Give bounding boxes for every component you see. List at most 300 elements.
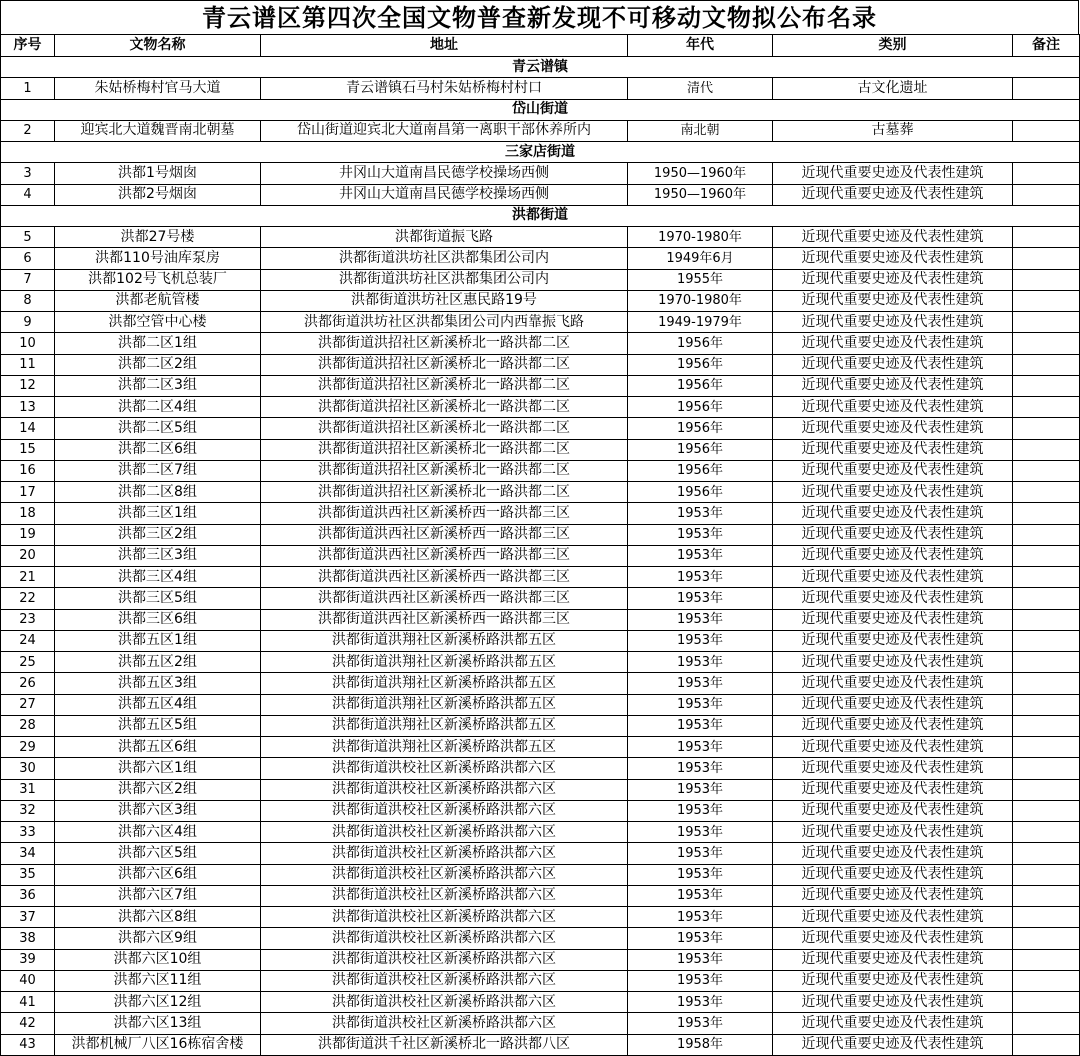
cell-category: 近现代重要史迹及代表性建筑 bbox=[773, 907, 1013, 928]
cell-remarks bbox=[1013, 248, 1080, 269]
cell-remarks bbox=[1013, 482, 1080, 503]
cell-no: 33 bbox=[1, 822, 55, 843]
table-row bbox=[1, 737, 1080, 758]
cell-no: 27 bbox=[1, 694, 55, 715]
cell-category: 近现代重要史迹及代表性建筑 bbox=[773, 737, 1013, 758]
cell-name: 洪都六区10组 bbox=[55, 949, 261, 970]
cell-address: 洪都街道洪翔社区新溪桥路洪都五区 bbox=[261, 737, 628, 758]
cell-remarks bbox=[1013, 609, 1080, 630]
cell-no: 7 bbox=[1, 269, 55, 290]
cell-category: 近现代重要史迹及代表性建筑 bbox=[773, 397, 1013, 418]
cell-address: 岱山街道迎宾北大道南昌第一离职干部休养所内 bbox=[261, 120, 628, 141]
cell-category: 近现代重要史迹及代表性建筑 bbox=[773, 779, 1013, 800]
cell-name: 洪都2号烟囱 bbox=[55, 184, 261, 205]
cell-era: 1953年 bbox=[628, 949, 773, 970]
table-row bbox=[1, 545, 1080, 566]
cell-category: 近现代重要史迹及代表性建筑 bbox=[773, 992, 1013, 1013]
table-row bbox=[1, 928, 1080, 949]
cell-category: 近现代重要史迹及代表性建筑 bbox=[773, 503, 1013, 524]
cell-name: 洪都27号楼 bbox=[55, 227, 261, 248]
table-row bbox=[1, 439, 1080, 460]
cell-address: 洪都街道洪招社区新溪桥北一路洪都二区 bbox=[261, 418, 628, 439]
table-row bbox=[1, 609, 1080, 630]
group-name: 岱山街道 bbox=[1, 99, 1080, 120]
cell-category: 近现代重要史迹及代表性建筑 bbox=[773, 333, 1013, 354]
cell-category: 近现代重要史迹及代表性建筑 bbox=[773, 290, 1013, 311]
cell-category: 古文化遗址 bbox=[773, 78, 1013, 99]
group-name: 青云谱镇 bbox=[1, 57, 1080, 78]
cell-address: 洪都街道洪翔社区新溪桥路洪都五区 bbox=[261, 673, 628, 694]
cell-remarks bbox=[1013, 78, 1080, 99]
cell-era: 南北朝 bbox=[628, 120, 773, 141]
cell-no: 37 bbox=[1, 907, 55, 928]
cell-name: 洪都五区5组 bbox=[55, 715, 261, 736]
cell-category: 近现代重要史迹及代表性建筑 bbox=[773, 800, 1013, 821]
cell-address: 青云谱镇石马村朱姑桥梅村村口 bbox=[261, 78, 628, 99]
group-name: 洪都街道 bbox=[1, 205, 1080, 226]
cell-era: 1953年 bbox=[628, 545, 773, 566]
cell-no: 32 bbox=[1, 800, 55, 821]
cell-era: 1953年 bbox=[628, 630, 773, 651]
cell-address: 洪都街道洪西社区新溪桥西一路洪都三区 bbox=[261, 503, 628, 524]
cell-no: 28 bbox=[1, 715, 55, 736]
cell-name: 洪都二区3组 bbox=[55, 375, 261, 396]
cell-no: 26 bbox=[1, 673, 55, 694]
cell-era: 1956年 bbox=[628, 333, 773, 354]
cell-address: 洪都街道洪校社区新溪桥路洪都六区 bbox=[261, 843, 628, 864]
cell-no: 9 bbox=[1, 312, 55, 333]
cell-era: 1956年 bbox=[628, 354, 773, 375]
cell-name: 洪都二区2组 bbox=[55, 354, 261, 375]
cell-era: 1949-1979年 bbox=[628, 312, 773, 333]
cell-no: 41 bbox=[1, 992, 55, 1013]
cell-no: 16 bbox=[1, 460, 55, 481]
table-row bbox=[1, 1013, 1080, 1034]
cell-category: 近现代重要史迹及代表性建筑 bbox=[773, 482, 1013, 503]
cell-no: 20 bbox=[1, 545, 55, 566]
cell-no: 42 bbox=[1, 1013, 55, 1034]
table-row bbox=[1, 333, 1080, 354]
cell-remarks bbox=[1013, 949, 1080, 970]
table-row bbox=[1, 375, 1080, 396]
cell-remarks bbox=[1013, 227, 1080, 248]
header-no: 序号 bbox=[1, 35, 55, 57]
cell-no: 14 bbox=[1, 418, 55, 439]
cell-category: 近现代重要史迹及代表性建筑 bbox=[773, 630, 1013, 651]
cell-address: 洪都街道洪坊社区洪都集团公司内 bbox=[261, 269, 628, 290]
cell-no: 29 bbox=[1, 737, 55, 758]
cell-category: 近现代重要史迹及代表性建筑 bbox=[773, 460, 1013, 481]
table-row bbox=[1, 269, 1080, 290]
cell-name: 洪都三区3组 bbox=[55, 545, 261, 566]
cell-category: 近现代重要史迹及代表性建筑 bbox=[773, 949, 1013, 970]
cell-name: 洪都三区6组 bbox=[55, 609, 261, 630]
cell-no: 35 bbox=[1, 864, 55, 885]
cell-address: 洪都街道振飞路 bbox=[261, 227, 628, 248]
cell-era: 1953年 bbox=[628, 1013, 773, 1034]
cell-address: 洪都街道洪校社区新溪桥路洪都六区 bbox=[261, 1013, 628, 1034]
cell-era: 1953年 bbox=[628, 737, 773, 758]
cell-no: 11 bbox=[1, 354, 55, 375]
table-row bbox=[1, 227, 1080, 248]
cell-era: 1953年 bbox=[628, 524, 773, 545]
cell-era: 1953年 bbox=[628, 588, 773, 609]
cell-name: 洪都110号油库泵房 bbox=[55, 248, 261, 269]
cell-no: 38 bbox=[1, 928, 55, 949]
cell-remarks bbox=[1013, 290, 1080, 311]
cell-remarks bbox=[1013, 928, 1080, 949]
cell-category: 近现代重要史迹及代表性建筑 bbox=[773, 524, 1013, 545]
table-row bbox=[1, 864, 1080, 885]
cell-no: 34 bbox=[1, 843, 55, 864]
cell-era: 1953年 bbox=[628, 567, 773, 588]
cell-name: 洪都五区3组 bbox=[55, 673, 261, 694]
table-row bbox=[1, 673, 1080, 694]
cell-category: 近现代重要史迹及代表性建筑 bbox=[773, 885, 1013, 906]
table-row bbox=[1, 970, 1080, 991]
table-row bbox=[1, 567, 1080, 588]
cell-era: 1953年 bbox=[628, 503, 773, 524]
cell-remarks bbox=[1013, 779, 1080, 800]
cell-no: 3 bbox=[1, 163, 55, 184]
cell-name: 洪都1号烟囱 bbox=[55, 163, 261, 184]
cell-category: 近现代重要史迹及代表性建筑 bbox=[773, 843, 1013, 864]
cell-no: 22 bbox=[1, 588, 55, 609]
table-row bbox=[1, 758, 1080, 779]
cell-era: 1956年 bbox=[628, 439, 773, 460]
cell-address: 洪都街道洪校社区新溪桥路洪都六区 bbox=[261, 758, 628, 779]
cell-no: 36 bbox=[1, 885, 55, 906]
cell-remarks bbox=[1013, 1013, 1080, 1034]
cell-name: 洪都六区5组 bbox=[55, 843, 261, 864]
cell-no: 30 bbox=[1, 758, 55, 779]
cell-no: 31 bbox=[1, 779, 55, 800]
table-row bbox=[1, 482, 1080, 503]
cell-remarks bbox=[1013, 588, 1080, 609]
cell-no: 5 bbox=[1, 227, 55, 248]
cell-remarks bbox=[1013, 864, 1080, 885]
cell-address: 洪都街道洪招社区新溪桥北一路洪都二区 bbox=[261, 460, 628, 481]
cell-address: 洪都街道洪坊社区惠民路19号 bbox=[261, 290, 628, 311]
cell-address: 洪都街道洪校社区新溪桥路洪都六区 bbox=[261, 800, 628, 821]
cell-no: 17 bbox=[1, 482, 55, 503]
cell-name: 洪都老航管楼 bbox=[55, 290, 261, 311]
cell-address: 洪都街道洪招社区新溪桥北一路洪都二区 bbox=[261, 333, 628, 354]
cell-era: 1956年 bbox=[628, 397, 773, 418]
cell-remarks bbox=[1013, 800, 1080, 821]
cell-era: 1953年 bbox=[628, 673, 773, 694]
cell-category: 近现代重要史迹及代表性建筑 bbox=[773, 184, 1013, 205]
cell-no: 19 bbox=[1, 524, 55, 545]
cell-remarks bbox=[1013, 1034, 1080, 1055]
table-row bbox=[1, 715, 1080, 736]
cell-remarks bbox=[1013, 992, 1080, 1013]
cell-category: 近现代重要史迹及代表性建筑 bbox=[773, 758, 1013, 779]
cell-name: 洪都三区2组 bbox=[55, 524, 261, 545]
cell-era: 1970-1980年 bbox=[628, 227, 773, 248]
cell-era: 1956年 bbox=[628, 482, 773, 503]
cell-name: 洪都六区4组 bbox=[55, 822, 261, 843]
cell-no: 23 bbox=[1, 609, 55, 630]
cell-name: 迎宾北大道魏晋南北朝墓 bbox=[55, 120, 261, 141]
cell-remarks bbox=[1013, 652, 1080, 673]
cell-category: 近现代重要史迹及代表性建筑 bbox=[773, 1034, 1013, 1055]
table-row bbox=[1, 163, 1080, 184]
cell-name: 洪都二区6组 bbox=[55, 439, 261, 460]
cell-address: 洪都街道洪校社区新溪桥路洪都六区 bbox=[261, 779, 628, 800]
cell-remarks bbox=[1013, 418, 1080, 439]
cell-era: 1955年 bbox=[628, 269, 773, 290]
cell-name: 洪都空管中心楼 bbox=[55, 312, 261, 333]
cell-no: 8 bbox=[1, 290, 55, 311]
cell-remarks bbox=[1013, 524, 1080, 545]
cell-no: 2 bbox=[1, 120, 55, 141]
table-row bbox=[1, 460, 1080, 481]
cell-category: 近现代重要史迹及代表性建筑 bbox=[773, 822, 1013, 843]
cell-name: 洪都五区4组 bbox=[55, 694, 261, 715]
cell-remarks bbox=[1013, 312, 1080, 333]
cell-name: 洪都五区2组 bbox=[55, 652, 261, 673]
cell-remarks bbox=[1013, 269, 1080, 290]
cell-name: 洪都六区9组 bbox=[55, 928, 261, 949]
cell-address: 洪都街道洪翔社区新溪桥路洪都五区 bbox=[261, 652, 628, 673]
header-era: 年代 bbox=[628, 35, 773, 57]
cell-address: 洪都街道洪翔社区新溪桥路洪都五区 bbox=[261, 715, 628, 736]
header-category: 类别 bbox=[773, 35, 1013, 57]
cell-category: 近现代重要史迹及代表性建筑 bbox=[773, 248, 1013, 269]
group-header-row bbox=[1, 99, 1080, 120]
cell-name: 洪都六区3组 bbox=[55, 800, 261, 821]
cell-remarks bbox=[1013, 567, 1080, 588]
table-row bbox=[1, 120, 1080, 141]
cell-address: 洪都街道洪西社区新溪桥西一路洪都三区 bbox=[261, 567, 628, 588]
table-row bbox=[1, 290, 1080, 311]
table-row bbox=[1, 949, 1080, 970]
cell-remarks bbox=[1013, 907, 1080, 928]
group-header-row bbox=[1, 57, 1080, 78]
header-remarks: 备注 bbox=[1013, 35, 1080, 57]
cell-name: 洪都二区5组 bbox=[55, 418, 261, 439]
cell-category: 近现代重要史迹及代表性建筑 bbox=[773, 227, 1013, 248]
cell-remarks bbox=[1013, 375, 1080, 396]
cell-no: 15 bbox=[1, 439, 55, 460]
cell-remarks bbox=[1013, 163, 1080, 184]
cell-category: 近现代重要史迹及代表性建筑 bbox=[773, 970, 1013, 991]
cell-remarks bbox=[1013, 843, 1080, 864]
table-row bbox=[1, 78, 1080, 99]
cell-era: 1953年 bbox=[628, 800, 773, 821]
cell-remarks bbox=[1013, 970, 1080, 991]
cell-no: 1 bbox=[1, 78, 55, 99]
cell-category: 近现代重要史迹及代表性建筑 bbox=[773, 354, 1013, 375]
group-name: 三家店街道 bbox=[1, 142, 1080, 163]
cell-name: 洪都六区11组 bbox=[55, 970, 261, 991]
cell-era: 1953年 bbox=[628, 970, 773, 991]
cell-category: 近现代重要史迹及代表性建筑 bbox=[773, 439, 1013, 460]
cell-era: 1953年 bbox=[628, 652, 773, 673]
cell-category: 近现代重要史迹及代表性建筑 bbox=[773, 652, 1013, 673]
table-row bbox=[1, 588, 1080, 609]
table-row bbox=[1, 694, 1080, 715]
cell-no: 25 bbox=[1, 652, 55, 673]
cell-era: 1970-1980年 bbox=[628, 290, 773, 311]
cell-era: 1953年 bbox=[628, 694, 773, 715]
table-row bbox=[1, 822, 1080, 843]
cell-category: 近现代重要史迹及代表性建筑 bbox=[773, 375, 1013, 396]
table-row bbox=[1, 1034, 1080, 1055]
table-row bbox=[1, 503, 1080, 524]
cell-remarks bbox=[1013, 397, 1080, 418]
table-header-row bbox=[1, 35, 1080, 57]
cell-remarks bbox=[1013, 737, 1080, 758]
page-title: 青云谱区第四次全国文物普查新发现不可移动文物拟公布名录 bbox=[0, 0, 1079, 34]
table-row bbox=[1, 397, 1080, 418]
cell-address: 洪都街道洪招社区新溪桥北一路洪都二区 bbox=[261, 397, 628, 418]
cell-no: 18 bbox=[1, 503, 55, 524]
cell-remarks bbox=[1013, 758, 1080, 779]
cell-era: 1953年 bbox=[628, 822, 773, 843]
table-row bbox=[1, 248, 1080, 269]
cell-era: 1949年6月 bbox=[628, 248, 773, 269]
cell-name: 洪都六区2组 bbox=[55, 779, 261, 800]
cell-category: 近现代重要史迹及代表性建筑 bbox=[773, 715, 1013, 736]
cell-address: 洪都街道洪招社区新溪桥北一路洪都二区 bbox=[261, 354, 628, 375]
cell-name: 洪都二区4组 bbox=[55, 397, 261, 418]
cell-name: 洪都六区8组 bbox=[55, 907, 261, 928]
cell-no: 6 bbox=[1, 248, 55, 269]
cell-era: 1956年 bbox=[628, 418, 773, 439]
cell-address: 洪都街道洪西社区新溪桥西一路洪都三区 bbox=[261, 545, 628, 566]
cell-category: 近现代重要史迹及代表性建筑 bbox=[773, 1013, 1013, 1034]
cell-remarks bbox=[1013, 715, 1080, 736]
table-row bbox=[1, 418, 1080, 439]
header-name: 文物名称 bbox=[55, 35, 261, 57]
cell-address: 洪都街道洪坊社区洪都集团公司内西靠振飞路 bbox=[261, 312, 628, 333]
cell-remarks bbox=[1013, 694, 1080, 715]
cell-category: 近现代重要史迹及代表性建筑 bbox=[773, 673, 1013, 694]
cell-no: 13 bbox=[1, 397, 55, 418]
cell-no: 4 bbox=[1, 184, 55, 205]
table-row bbox=[1, 843, 1080, 864]
cell-address: 洪都街道洪招社区新溪桥北一路洪都二区 bbox=[261, 482, 628, 503]
cell-name: 洪都三区4组 bbox=[55, 567, 261, 588]
cell-address: 洪都街道洪校社区新溪桥路洪都六区 bbox=[261, 885, 628, 906]
cell-address: 洪都街道洪翔社区新溪桥路洪都五区 bbox=[261, 694, 628, 715]
cell-category: 近现代重要史迹及代表性建筑 bbox=[773, 545, 1013, 566]
cell-era: 1950—1960年 bbox=[628, 184, 773, 205]
cell-category: 近现代重要史迹及代表性建筑 bbox=[773, 418, 1013, 439]
cell-name: 洪都六区1组 bbox=[55, 758, 261, 779]
cell-category: 近现代重要史迹及代表性建筑 bbox=[773, 163, 1013, 184]
cell-name: 洪都六区12组 bbox=[55, 992, 261, 1013]
cell-category: 近现代重要史迹及代表性建筑 bbox=[773, 269, 1013, 290]
cell-era: 1953年 bbox=[628, 843, 773, 864]
cell-address: 洪都街道洪校社区新溪桥路洪都六区 bbox=[261, 970, 628, 991]
cell-category: 近现代重要史迹及代表性建筑 bbox=[773, 312, 1013, 333]
cell-address: 洪都街道洪千社区新溪桥北一路洪都八区 bbox=[261, 1034, 628, 1055]
cell-remarks bbox=[1013, 120, 1080, 141]
cell-category: 近现代重要史迹及代表性建筑 bbox=[773, 567, 1013, 588]
cell-no: 10 bbox=[1, 333, 55, 354]
cell-address: 洪都街道洪翔社区新溪桥路洪都五区 bbox=[261, 630, 628, 651]
cell-category: 近现代重要史迹及代表性建筑 bbox=[773, 588, 1013, 609]
cell-name: 洪都三区5组 bbox=[55, 588, 261, 609]
cell-name: 洪都102号飞机总装厂 bbox=[55, 269, 261, 290]
cell-no: 24 bbox=[1, 630, 55, 651]
cell-address: 洪都街道洪校社区新溪桥路洪都六区 bbox=[261, 928, 628, 949]
cell-era: 清代 bbox=[628, 78, 773, 99]
cell-address: 洪都街道洪校社区新溪桥路洪都六区 bbox=[261, 992, 628, 1013]
cell-no: 39 bbox=[1, 949, 55, 970]
cell-no: 21 bbox=[1, 567, 55, 588]
relics-table bbox=[0, 34, 1080, 1056]
cell-no: 43 bbox=[1, 1034, 55, 1055]
cell-address: 洪都街道洪坊社区洪都集团公司内 bbox=[261, 248, 628, 269]
cell-era: 1953年 bbox=[628, 864, 773, 885]
cell-era: 1950—1960年 bbox=[628, 163, 773, 184]
cell-category: 近现代重要史迹及代表性建筑 bbox=[773, 694, 1013, 715]
cell-address: 洪都街道洪西社区新溪桥西一路洪都三区 bbox=[261, 524, 628, 545]
cell-era: 1956年 bbox=[628, 375, 773, 396]
cell-remarks bbox=[1013, 439, 1080, 460]
cell-name: 洪都二区7组 bbox=[55, 460, 261, 481]
cell-address: 洪都街道洪校社区新溪桥路洪都六区 bbox=[261, 822, 628, 843]
table-row bbox=[1, 184, 1080, 205]
cell-remarks bbox=[1013, 184, 1080, 205]
cell-era: 1956年 bbox=[628, 460, 773, 481]
cell-era: 1958年 bbox=[628, 1034, 773, 1055]
table-row bbox=[1, 652, 1080, 673]
cell-era: 1953年 bbox=[628, 907, 773, 928]
cell-era: 1953年 bbox=[628, 992, 773, 1013]
cell-name: 洪都五区6组 bbox=[55, 737, 261, 758]
cell-no: 12 bbox=[1, 375, 55, 396]
table-body bbox=[1, 57, 1080, 1056]
cell-address: 洪都街道洪校社区新溪桥路洪都六区 bbox=[261, 907, 628, 928]
cell-era: 1953年 bbox=[628, 609, 773, 630]
cell-remarks bbox=[1013, 545, 1080, 566]
cell-era: 1953年 bbox=[628, 715, 773, 736]
cell-address: 洪都街道洪西社区新溪桥西一路洪都三区 bbox=[261, 609, 628, 630]
table-row bbox=[1, 885, 1080, 906]
cell-address: 洪都街道洪招社区新溪桥北一路洪都二区 bbox=[261, 439, 628, 460]
cell-era: 1953年 bbox=[628, 758, 773, 779]
table-row bbox=[1, 992, 1080, 1013]
table-row bbox=[1, 779, 1080, 800]
cell-name: 洪都二区1组 bbox=[55, 333, 261, 354]
table-row bbox=[1, 630, 1080, 651]
cell-era: 1953年 bbox=[628, 928, 773, 949]
cell-remarks bbox=[1013, 822, 1080, 843]
cell-address: 井冈山大道南昌民德学校操场西侧 bbox=[261, 184, 628, 205]
cell-name: 洪都六区7组 bbox=[55, 885, 261, 906]
group-header-row bbox=[1, 205, 1080, 226]
cell-address: 洪都街道洪校社区新溪桥路洪都六区 bbox=[261, 864, 628, 885]
cell-era: 1953年 bbox=[628, 885, 773, 906]
cell-remarks bbox=[1013, 354, 1080, 375]
header-address: 地址 bbox=[261, 35, 628, 57]
cell-name: 洪都六区6组 bbox=[55, 864, 261, 885]
cell-address: 洪都街道洪招社区新溪桥北一路洪都二区 bbox=[261, 375, 628, 396]
cell-remarks bbox=[1013, 503, 1080, 524]
cell-remarks bbox=[1013, 885, 1080, 906]
cell-name: 朱姑桥梅村官马大道 bbox=[55, 78, 261, 99]
cell-no: 40 bbox=[1, 970, 55, 991]
cell-remarks bbox=[1013, 673, 1080, 694]
table-row bbox=[1, 800, 1080, 821]
table-row bbox=[1, 312, 1080, 333]
cell-category: 近现代重要史迹及代表性建筑 bbox=[773, 928, 1013, 949]
